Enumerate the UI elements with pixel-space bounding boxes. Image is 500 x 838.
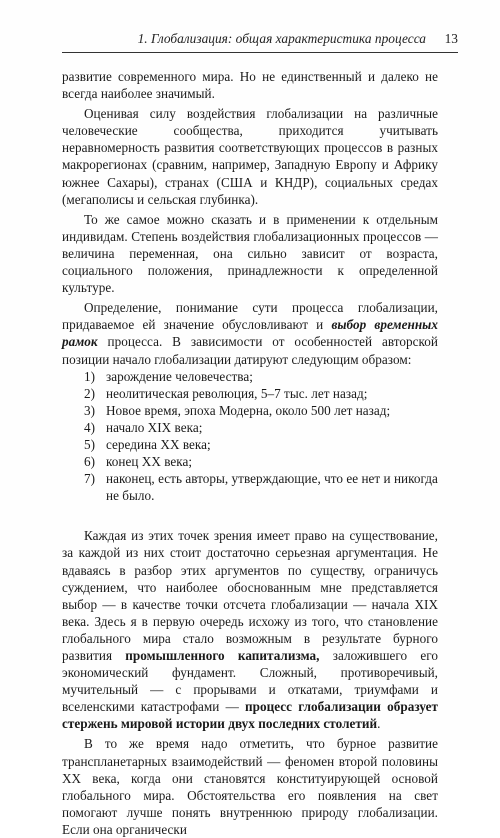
list-item <box>62 470 438 504</box>
list-item <box>62 419 438 436</box>
list-text: конец XX века; <box>106 454 193 470</box>
paragraph: В то же время надо отметить, что бурное развитие транспланетарных взаимодействий — феномен второй половины XX века, когда они становятся конституирующей основой глобального мира. Обстоятельства его появления на свет помогают лучше понять внутреннюю природу глобализации. Если она органически <box>62 736 438 837</box>
paragraph: Оценивая силу воздействия глобализации на различные человеческие сообщества, приходится учитывать неравномерность развития соответствующих процессов в разных макрорегионах (сравним, например, Западную Европу и Африку южнее Сахары), странах (США и КНДР), социальных средах (мегаполисы и сельская глубинка). <box>62 106 438 207</box>
paragraph: То же самое можно сказать и в применении к отдельным индивидам. Степень воздействия глобализационных процессов — величина переменная, она сильно зависит от возраста, социального положения, принадлежности к определенной культуре. <box>62 211 438 296</box>
list-text: наконец, есть авторы, утверждающие, что ее нет и никогда не было. <box>106 471 438 504</box>
body-text <box>62 68 438 838</box>
text-run: заложившего его экономический фундамент. Сложный, противоречивый, мучительный — с прорывами и откатами, триумфами и вселенскими катастрофами — <box>62 648 438 715</box>
list-number: 7) <box>84 471 96 487</box>
list-number: 4) <box>84 419 96 435</box>
list-text: начало XIX века; <box>106 419 203 435</box>
list-number: 3) <box>84 402 96 418</box>
paragraph: развитие современного мира. Но не единственный и далеко не всегда наиболее значимый. <box>62 69 438 102</box>
list-item <box>62 436 438 453</box>
bold-term: промышленного капитализма, <box>125 648 320 663</box>
text-run: Определение, понимание сути процесса глобализации, придаваемое ей значение обусловливают и <box>62 300 438 333</box>
list-text: Новое время, эпоха Модерна, около 500 лет назад; <box>106 402 391 418</box>
text-run: . <box>377 716 381 732</box>
list-text: зарождение человечества; <box>106 368 253 384</box>
list-item <box>62 368 438 385</box>
list-item <box>62 402 438 419</box>
header-rule <box>62 52 458 53</box>
list-text: середина XX века; <box>106 436 211 452</box>
list-number: 1) <box>84 368 96 384</box>
list-number: 6) <box>84 454 96 470</box>
bold-thesis: процесс глобализации образует стержень мировой истории двух последних столетий <box>62 699 439 732</box>
text-run: Каждая из этих точек зрения имеет право на существование, за каждой из них стоит достаточно серьезная аргументация. Не вдаваясь в разбор этих аргументов по существу, ограничусь суждением, что наиболее обоснованным мне представляется выбор — в качестве точки отсчета глобализации — начала XIX века. Здесь я в первую очередь исхожу из того, что становление глобального мира стало возможным в результате бурного развития <box>62 528 438 663</box>
list-item <box>62 385 438 402</box>
list-item <box>62 453 438 470</box>
paragraph <box>62 527 438 732</box>
paragraph <box>62 299 438 367</box>
list-number: 5) <box>84 436 96 452</box>
emphasis: выбор временных рамок <box>62 317 438 350</box>
dating-list <box>62 368 438 505</box>
page-number: 13 <box>444 31 458 46</box>
chapter-title: 1. Глобализация: общая характеристика процесса <box>137 31 426 46</box>
list-number: 2) <box>84 385 96 401</box>
list-text: неолитическая революция, 5–7 тыс. лет назад; <box>106 385 368 401</box>
text-run: процесса. В зависимости от особенностей авторской позиции начало глобализации датируют следующим образом: <box>62 334 438 367</box>
